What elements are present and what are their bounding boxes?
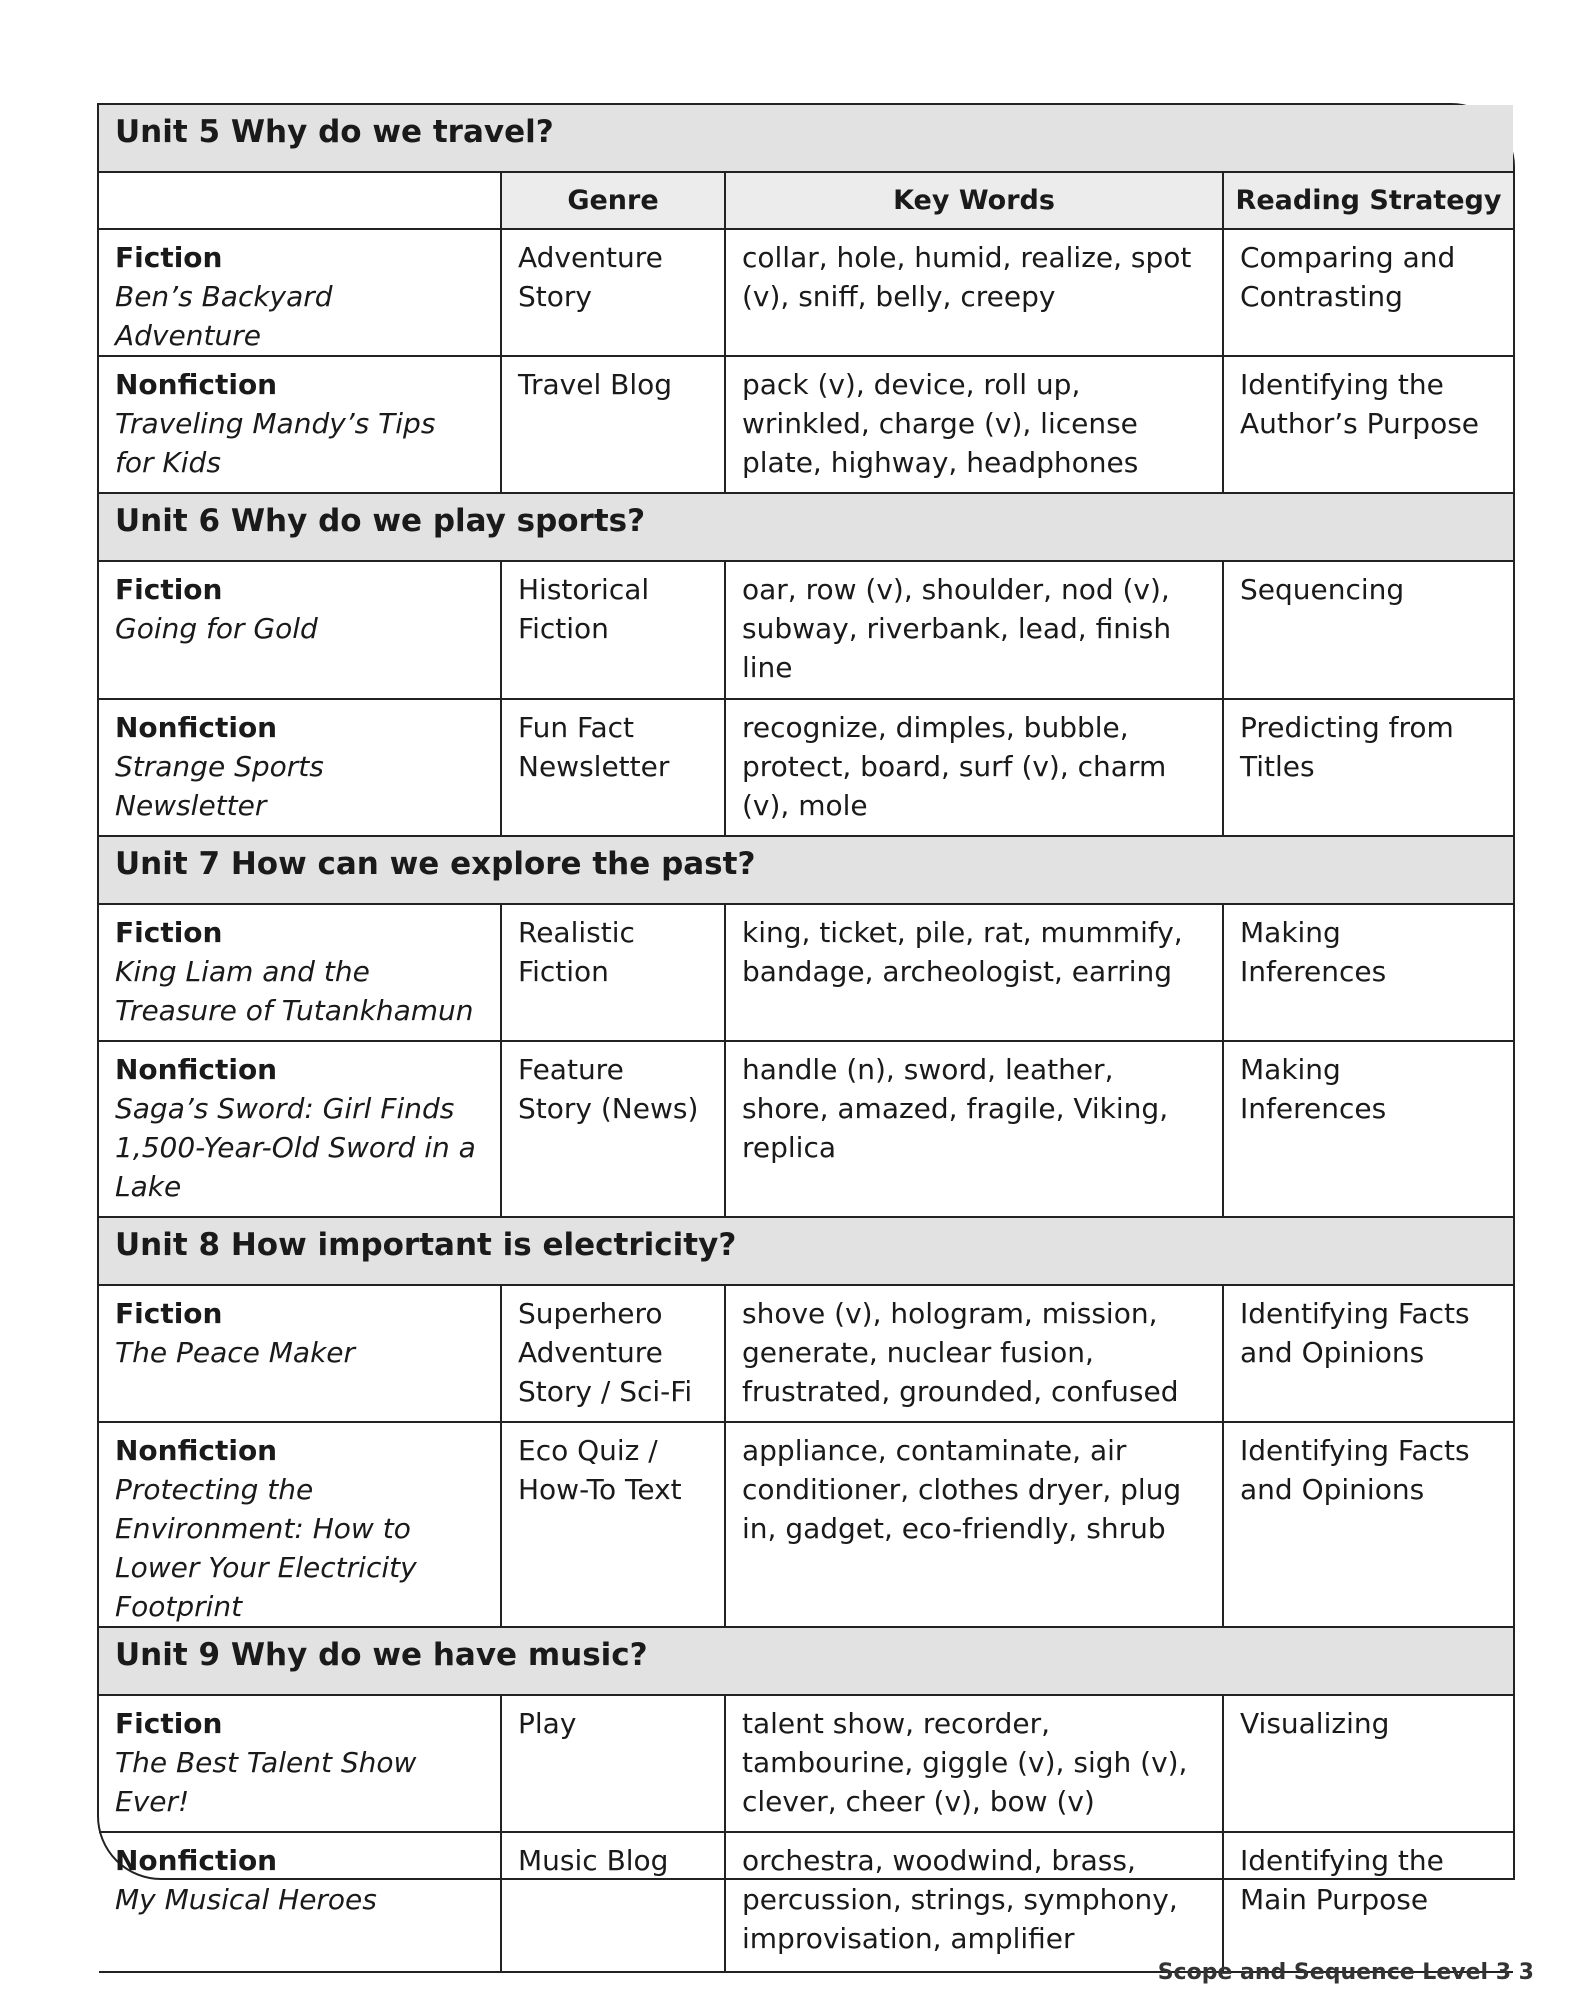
table-row: [99, 1832, 1513, 1972]
genre-cell: Music Blog: [501, 1832, 725, 1972]
key-words-cell: orchestra, woodwind, brass, percussion, strings, symphony, improvisation, amplifier: [725, 1832, 1223, 1972]
selection-kind: Nonfiction: [115, 1053, 278, 1086]
key-words-cell: recognize, dimples, bubble, protect, board, surf (v), charm (v), mole: [725, 699, 1223, 836]
selection-title: The Best Talent Show Ever!: [115, 1746, 417, 1818]
unit-heading: Unit 6 Why do we play sports?: [99, 493, 1513, 561]
genre-cell: Fun Fact Newsletter: [501, 699, 725, 836]
key-words-cell: oar, row (v), shoulder, nod (v), subway, riverbank, lead, finish line: [725, 561, 1223, 699]
selection-kind: Nonfiction: [115, 1844, 278, 1877]
strategy-cell: Making Inferences: [1223, 904, 1513, 1041]
strategy-cell: Predicting from Titles: [1223, 699, 1513, 836]
selection-kind: Fiction: [115, 573, 223, 606]
column-header-row: [99, 172, 1513, 229]
table-row: [99, 1695, 1513, 1832]
strategy-cell: Identifying Facts and Opinions: [1223, 1422, 1513, 1627]
strategy-cell: Sequencing: [1223, 561, 1513, 699]
unit-header-row: [99, 836, 1513, 904]
scope-sequence-table: [99, 105, 1513, 1973]
genre-cell: Adventure Story: [501, 229, 725, 356]
reading-strategy-column-header: Reading Strategy: [1223, 172, 1513, 229]
table-row: [99, 904, 1513, 1041]
genre-cell: Eco Quiz / How-To Text: [501, 1422, 725, 1627]
key-words-column-header: Key Words: [725, 172, 1223, 229]
strategy-cell: Comparing and Contrasting: [1223, 229, 1513, 356]
table-row: [99, 1285, 1513, 1422]
selection-cell: [99, 561, 501, 699]
selection-kind: Fiction: [115, 1297, 223, 1330]
selection-kind: Nonfiction: [115, 711, 278, 744]
strategy-cell: Identifying Facts and Opinions: [1223, 1285, 1513, 1422]
genre-column-header: Genre: [501, 172, 725, 229]
unit-header-row: [99, 493, 1513, 561]
genre-cell: Historical Fiction: [501, 561, 725, 699]
selection-cell: [99, 1422, 501, 1627]
selection-title: Traveling Mandy’s Tips for Kids: [115, 407, 436, 479]
selection-title: Ben’s Backyard Adventure: [115, 280, 333, 352]
selection-cell: [99, 699, 501, 836]
key-words-cell: collar, hole, humid, realize, spot (v), sniff, belly, creepy: [725, 229, 1223, 356]
genre-cell: Realistic Fiction: [501, 904, 725, 1041]
table-row: [99, 1041, 1513, 1217]
selection-kind: Fiction: [115, 1707, 223, 1740]
strategy-cell: Making Inferences: [1223, 1041, 1513, 1217]
table-row: [99, 356, 1513, 493]
selection-title: Saga’s Sword: Girl Finds 1,500-Year-Old Sword in a Lake: [115, 1092, 476, 1203]
key-words-cell: handle (n), sword, leather, shore, amazed, fragile, Viking, replica: [725, 1041, 1223, 1217]
page-footer: Scope and Sequence Level 3 3: [1157, 1960, 1534, 1985]
key-words-cell: king, ticket, pile, rat, mummify, bandage, archeologist, earring: [725, 904, 1223, 1041]
unit-header-row: [99, 105, 1513, 172]
genre-cell: Play: [501, 1695, 725, 1832]
blank-header-cell: [99, 172, 501, 229]
table-row: [99, 561, 1513, 699]
unit-heading: Unit 9 Why do we have music?: [99, 1627, 1513, 1695]
selection-cell: [99, 1285, 501, 1422]
selection-cell: [99, 904, 501, 1041]
selection-cell: [99, 229, 501, 356]
selection-title: Strange Sports Newsletter: [115, 750, 324, 822]
selection-cell: [99, 1695, 501, 1832]
selection-kind: Nonfiction: [115, 368, 278, 401]
genre-cell: Feature Story (News): [501, 1041, 725, 1217]
key-words-cell: appliance, contaminate, air conditioner, clothes dryer, plug in, gadget, eco-friendly, shrub: [725, 1422, 1223, 1627]
table-row: [99, 229, 1513, 356]
scope-sequence-sheet: [97, 103, 1515, 1955]
table-row: [99, 1422, 1513, 1627]
strategy-cell: Identifying the Main Purpose: [1223, 1832, 1513, 1972]
key-words-cell: shove (v), hologram, mission, generate, nuclear fusion, frustrated, grounded, confused: [725, 1285, 1223, 1422]
selection-title: Protecting the Environment: How to Lower Your Electricity Footprint: [115, 1473, 417, 1623]
selection-title: Going for Gold: [115, 612, 318, 645]
selection-title: The Peace Maker: [115, 1336, 356, 1369]
selection-cell: [99, 356, 501, 493]
unit-header-row: [99, 1627, 1513, 1695]
selection-cell: [99, 1041, 501, 1217]
selection-kind: Nonfiction: [115, 1434, 278, 1467]
key-words-cell: pack (v), device, roll up, wrinkled, charge (v), license plate, highway, headphones: [725, 356, 1223, 493]
selection-kind: Fiction: [115, 241, 223, 274]
selection-kind: Fiction: [115, 916, 223, 949]
genre-cell: Superhero Adventure Story / Sci-Fi: [501, 1285, 725, 1422]
selection-title: My Musical Heroes: [115, 1883, 377, 1916]
selection-cell: [99, 1832, 501, 1972]
unit-heading: Unit 7 How can we explore the past?: [99, 836, 1513, 904]
unit-header-row: [99, 1217, 1513, 1285]
genre-cell: Travel Blog: [501, 356, 725, 493]
strategy-cell: Identifying the Author’s Purpose: [1223, 356, 1513, 493]
key-words-cell: talent show, recorder, tambourine, giggle (v), sigh (v), clever, cheer (v), bow (v): [725, 1695, 1223, 1832]
unit-heading: Unit 8 How important is electricity?: [99, 1217, 1513, 1285]
unit-heading: Unit 5 Why do we travel?: [99, 105, 1513, 172]
table-row: [99, 699, 1513, 836]
selection-title: King Liam and the Treasure of Tutankhamun: [115, 955, 474, 1027]
strategy-cell: Visualizing: [1223, 1695, 1513, 1832]
